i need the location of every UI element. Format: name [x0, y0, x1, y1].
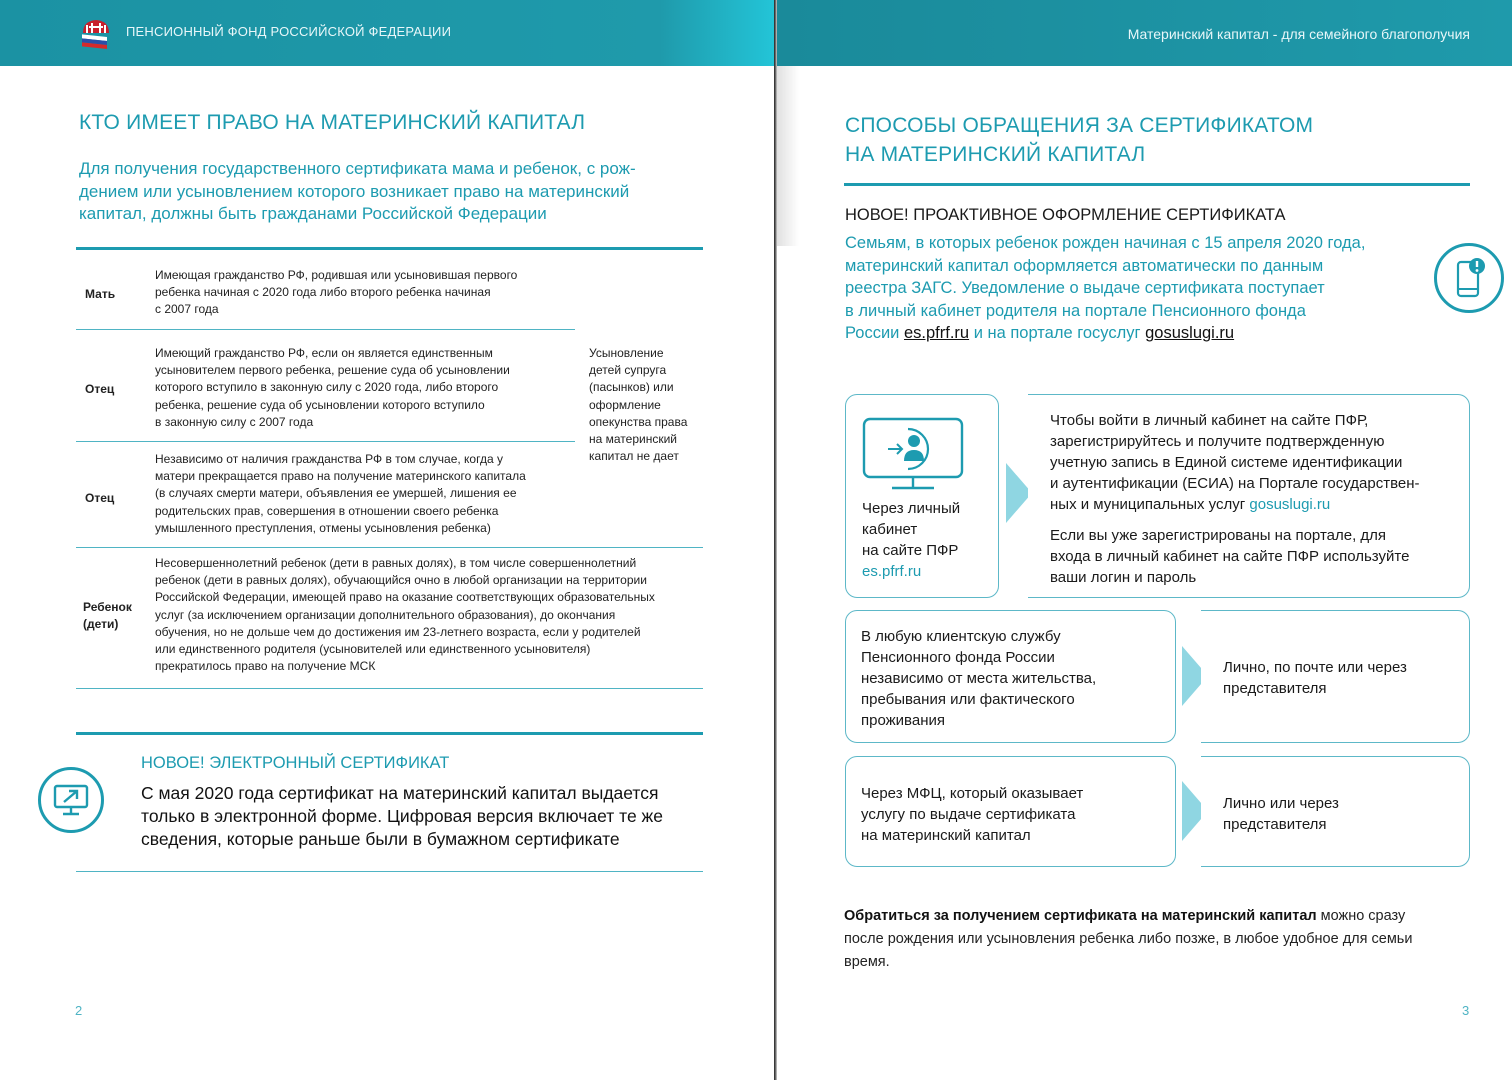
row-line: ребенок (дети в равных долях), обучающийся очно в любой организации на территории	[155, 573, 647, 588]
card-line: на материнский капитал	[861, 827, 1031, 844]
card-line: независимо от места жительства,	[861, 670, 1097, 687]
gosuslugi-link[interactable]: gosuslugi.ru	[1145, 324, 1235, 342]
card-line: услугу по выдаче сертификата	[861, 806, 1076, 823]
card-line: Пенсионного фонда России	[861, 649, 1055, 666]
row-divider	[76, 441, 575, 442]
method-card-mfc	[845, 756, 1176, 867]
card-line: входа в личный кабинет на сайте ПФР используйте	[1050, 548, 1410, 565]
row-text-father-2	[155, 451, 526, 537]
row-line: матери прекращается право на получение материнского капитала	[155, 469, 526, 484]
lead-line: Для получения государственного сертификата мама и ребенок, с рож-	[79, 159, 636, 178]
card-line: зарегистрируйтесь и получите подтвержденную	[1050, 433, 1385, 450]
row-line: Российской Федерации, имеющей право на оказание соответствующих образовательных	[155, 590, 655, 605]
row-label-father-1: Отец	[85, 382, 115, 396]
row-line: которого вступило в законную силу с 2020 года, либо второго	[155, 380, 499, 395]
row-divider	[76, 329, 575, 330]
page-number: 3	[1462, 1003, 1470, 1018]
page-title: КТО ИМЕЕТ ПРАВО НА МАТЕРИНСКИЙ КАПИТАЛ	[79, 111, 586, 134]
row-divider	[76, 688, 703, 689]
lead-line: дением или усыновлением которого возникает право на материнский	[79, 181, 630, 201]
mfc-details-text	[1223, 793, 1339, 835]
method-pfr-office-details	[1201, 610, 1470, 743]
section-divider	[76, 732, 703, 735]
side-note-line: Усыновление	[589, 346, 664, 360]
title-line: СПОСОБЫ ОБРАЩЕНИЯ ЗА СЕРТИФИКАТОМ	[845, 114, 1314, 137]
row-line: прекратилось право на получение МСК	[155, 659, 376, 674]
row-line: с 2007 года	[155, 302, 219, 317]
card-line	[1050, 494, 1420, 515]
proactive-line: Семьям, в которых ребенок рожден начиная с 15 апреля 2020 года,	[845, 234, 1366, 252]
method-mfc-label	[861, 783, 1083, 846]
method-pfr-office-label	[861, 626, 1096, 731]
gosuslugi-card-link[interactable]: gosuslugi.ru	[1249, 496, 1331, 513]
footer-paragraph	[844, 905, 1474, 974]
footer-line	[844, 905, 1474, 928]
side-note-line: (пасынков) или	[589, 380, 674, 395]
method-card-online	[845, 394, 999, 598]
row-label-mother: Мать	[85, 287, 116, 301]
row-line: (в случаях смерти матери, объявления ее умершей, лишения ее	[155, 486, 517, 501]
proactive-heading: НОВОЕ! ПРОАКТИВНОЕ ОФОРМЛЕНИЕ СЕРТИФИКАТА	[845, 206, 1286, 224]
card-line: В любую клиентскую службу	[861, 628, 1061, 645]
row-text-child	[155, 555, 655, 675]
proactive-text	[845, 232, 1365, 345]
method-mfc-details	[1201, 756, 1470, 867]
card-line: ваши логин и пароль	[1050, 569, 1197, 586]
online-details-para2	[1050, 525, 1409, 588]
card-line: Через МФЦ, который оказывает	[861, 785, 1084, 802]
row-label-child	[83, 599, 132, 633]
proactive-line: реестра ЗАГС. Уведомление о выдаче сертификата поступает	[845, 279, 1325, 297]
card-line: проживания	[861, 712, 945, 729]
side-note-line: опекунства права	[589, 414, 688, 429]
section-divider	[76, 247, 703, 250]
phone-alert-icon	[1434, 243, 1504, 313]
row-line: Имеющая гражданство РФ, родившая или усыновившая первого	[155, 268, 518, 282]
footer-text: можно сразу	[1320, 908, 1406, 924]
card-line: представителя	[1223, 680, 1327, 697]
electronic-line: С мая 2020 года сертификат на материнский капитал выдается	[141, 783, 659, 803]
electronic-text	[141, 782, 663, 851]
electronic-heading: НОВОЕ! ЭЛЕКТРОННЫЙ СЕРТИФИКАТ	[141, 754, 450, 772]
row-line: Имеющий гражданство РФ, если он является единственным	[155, 346, 493, 360]
card-line: Лично или через	[1223, 795, 1339, 812]
row-line: Независимо от наличия гражданства РФ в том случае, когда у	[155, 452, 503, 466]
side-note	[589, 345, 687, 465]
card-line: представителя	[1223, 816, 1327, 833]
row-line: усыновителем первого ребенка, решение суда об усыновлении	[155, 363, 510, 378]
footer-line: после рождения или усыновления ребенка либо позже, в любое удобное для семьи	[844, 931, 1413, 947]
row-divider	[76, 547, 703, 548]
row-label-line: (дети)	[83, 617, 119, 631]
card-line: Лично, по почте или через	[1223, 659, 1407, 676]
page-number: 2	[75, 1003, 83, 1018]
footer-line: время.	[844, 954, 890, 970]
es-pfrf-card-link[interactable]: es.pfrf.ru	[862, 563, 922, 580]
card-line: Через личный	[862, 500, 961, 517]
online-details-para1	[1050, 410, 1420, 515]
card-line: и аутентификации (ЕСИА) на Портале государствен-	[1050, 475, 1420, 492]
card-line: Если вы уже зарегистрированы на портале, для	[1050, 527, 1387, 544]
side-note-line: на материнский	[589, 432, 677, 447]
es-pfrf-link[interactable]: es.pfrf.ru	[903, 324, 970, 342]
row-text-father-1	[155, 345, 510, 431]
proactive-text-span: и на портале госуслуг	[973, 324, 1141, 342]
side-note-line: капитал не дает	[589, 449, 679, 464]
proactive-line: материнский капитал оформляется автоматически по данным	[845, 256, 1324, 275]
electronic-line: только в электронной форме. Цифровая версия включает те же	[141, 806, 663, 826]
row-text-mother	[155, 267, 517, 319]
card-line: учетную запись в Единой системе идентификации	[1050, 454, 1403, 471]
card-line: кабинет	[862, 521, 918, 538]
section-divider	[76, 871, 703, 872]
electronic-line: сведения, которые раньше были в бумажном сертификате	[141, 829, 620, 849]
card-text-span: ных и муниципальных услуг	[1050, 496, 1246, 513]
row-line: или единственного родителя (усыновителей или единственного усыновителя)	[155, 642, 591, 657]
org-name: ПЕНСИОННЫЙ ФОНД РОССИЙСКОЙ ФЕДЕРАЦИИ	[126, 24, 452, 39]
row-line: родительских прав, совершения в отношении своего ребенка	[155, 503, 499, 518]
right-page	[776, 0, 1512, 1080]
monitor-login-icon	[862, 417, 966, 491]
method-online-details	[1028, 394, 1470, 598]
lead-line: капитал, должны быть гражданами Российской Федерации	[79, 204, 547, 223]
header-band-right	[776, 0, 1512, 66]
row-line: умышленного преступления, отмены усыновления ребенка)	[155, 520, 491, 535]
row-line: Несовершеннолетний ребенок (дети в равных долях), в том числе совершеннолетний	[155, 556, 637, 570]
title-line: НА МАТЕРИНСКИЙ КАПИТАЛ	[845, 143, 1146, 166]
row-line: обучения, но не дольше чем до достижения им 23-летнего возраста, если у родителей	[155, 624, 641, 639]
proactive-line: в личный кабинет родителя на портале Пенсионного фонда	[845, 301, 1306, 320]
lead-text	[79, 158, 636, 226]
side-note-line: детей супруга	[589, 363, 667, 378]
row-line: в законную силу с 2007 года	[155, 414, 314, 429]
pfr-office-details-text	[1223, 657, 1407, 699]
method-online-label	[862, 498, 960, 582]
monitor-arrow-icon	[38, 767, 104, 833]
method-card-pfr-office	[845, 610, 1176, 743]
row-line: ребенка, решение суда об усыновлении которого вступило	[155, 397, 485, 412]
card-line: пребывания или фактического	[861, 691, 1075, 708]
card-line: на сайте ПФР	[862, 542, 959, 559]
card-line: Чтобы войти в личный кабинет на сайте ПФР,	[1050, 412, 1369, 429]
header-tagline: Материнский капитал - для семейного благополучия	[1127, 26, 1470, 42]
row-label-line: Ребенок	[83, 600, 132, 614]
book-spine	[774, 0, 777, 1080]
pfr-logo-icon	[79, 15, 113, 49]
row-line: ребенка начиная с 2020 года либо второго ребенка начиная	[155, 285, 491, 300]
proactive-line	[845, 322, 1365, 345]
page-title	[845, 111, 1313, 169]
proactive-text-span: России	[845, 324, 900, 342]
spine-shadow	[777, 66, 799, 246]
section-divider	[844, 183, 1470, 186]
footer-bold: Обратиться за получением сертификата на материнский капитал	[844, 908, 1317, 924]
side-note-line: оформление	[589, 397, 661, 412]
row-line: услуг (за исключением организации дополнительного образования), до окончания	[155, 607, 616, 622]
row-label-father-2: Отец	[85, 491, 115, 505]
header-band-left	[0, 0, 776, 66]
